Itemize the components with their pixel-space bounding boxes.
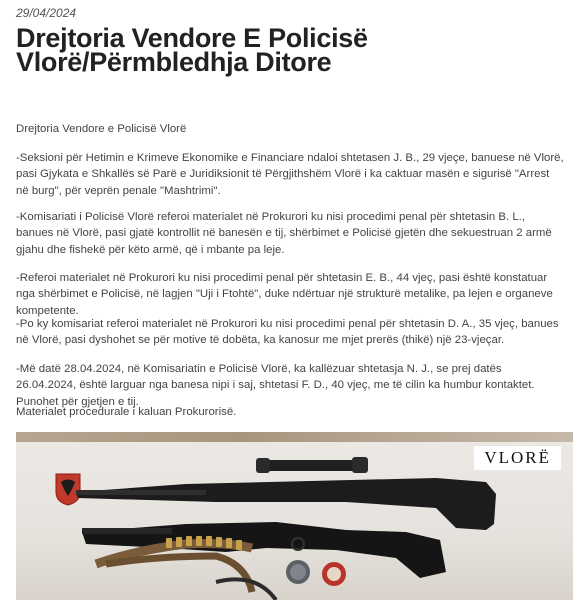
article-photo <box>16 432 573 600</box>
article-closing: Materialet procedurale i kaluan Prokurorisë. <box>16 406 237 418</box>
article-date: 29/04/2024 <box>16 6 77 20</box>
photo-watermark: VLORË <box>474 446 561 470</box>
article-paragraph: -Seksioni për Hetimin e Krimeve Ekonomike e Financiare ndaloi shtetasen J. B., 29 vjeçe, banuese në Vlorë, pasi Gjykata e Shkallës së Parë e Juridiksionit të Përgjithshëm Vlorë i ka caktuar masën e sigurisë "Arrest në burg", për veprën penale "Mashtrimi". <box>16 152 564 197</box>
article-paragraph: -Komisariati i Policisë Vlorë referoi materialet në Prokurori ku nisi procedimi penal për shtetasin B. L., banues në Vlorë, pasi gjatë kontrollit në banesën e tij, shërbimet e Policisë gjetën dhe sekuestruan 2 armë gjahu dhe fishekë për këto armë, që i mbante pa leje. <box>16 211 552 256</box>
title-line-1: Drejtoria Vendore E Policisë <box>16 23 368 53</box>
article-paragraph: -Më datë 28.04.2024, në Komisariatin e Policisë Vlorë, ka kallëzuar shtetasja N. J., se prej datës 26.04.2024, është larguar nga banesa nipi i saj, shtetasi F. D., 40 vjeç, me të cilin ka humbur kontaktet. Punohet për gjetjen e tij. <box>16 363 535 408</box>
article-paragraph: -Po ky komisariat referoi materialet në Prokurori ku nisi procedimi penal për shtetasin D. A., 35 vjeç, banues në Vlorë, pasi dyshohet se për motive të dobëta, ka kanosur me mjet prerës (thikë) një 23-vjeçar. <box>16 318 559 347</box>
article-source: Drejtoria Vendore e Policisë Vlorë <box>16 123 187 135</box>
article-paragraph: -Referoi materialet në Prokurori ku nisi procedimi penal për shtetasin E. B., 44 vjeç, pasi është konstatuar nga shërbimet e Policisë, në lagjen "Uji i Ftohtë", duke ndërtuar një strukturë metalike, pa lejen e organeve kompetente. <box>16 272 553 317</box>
title-line-2: Vlorë/Përmbledhja Ditore <box>16 47 332 77</box>
article-title <box>16 23 556 77</box>
seized-weapons-image <box>16 432 573 600</box>
